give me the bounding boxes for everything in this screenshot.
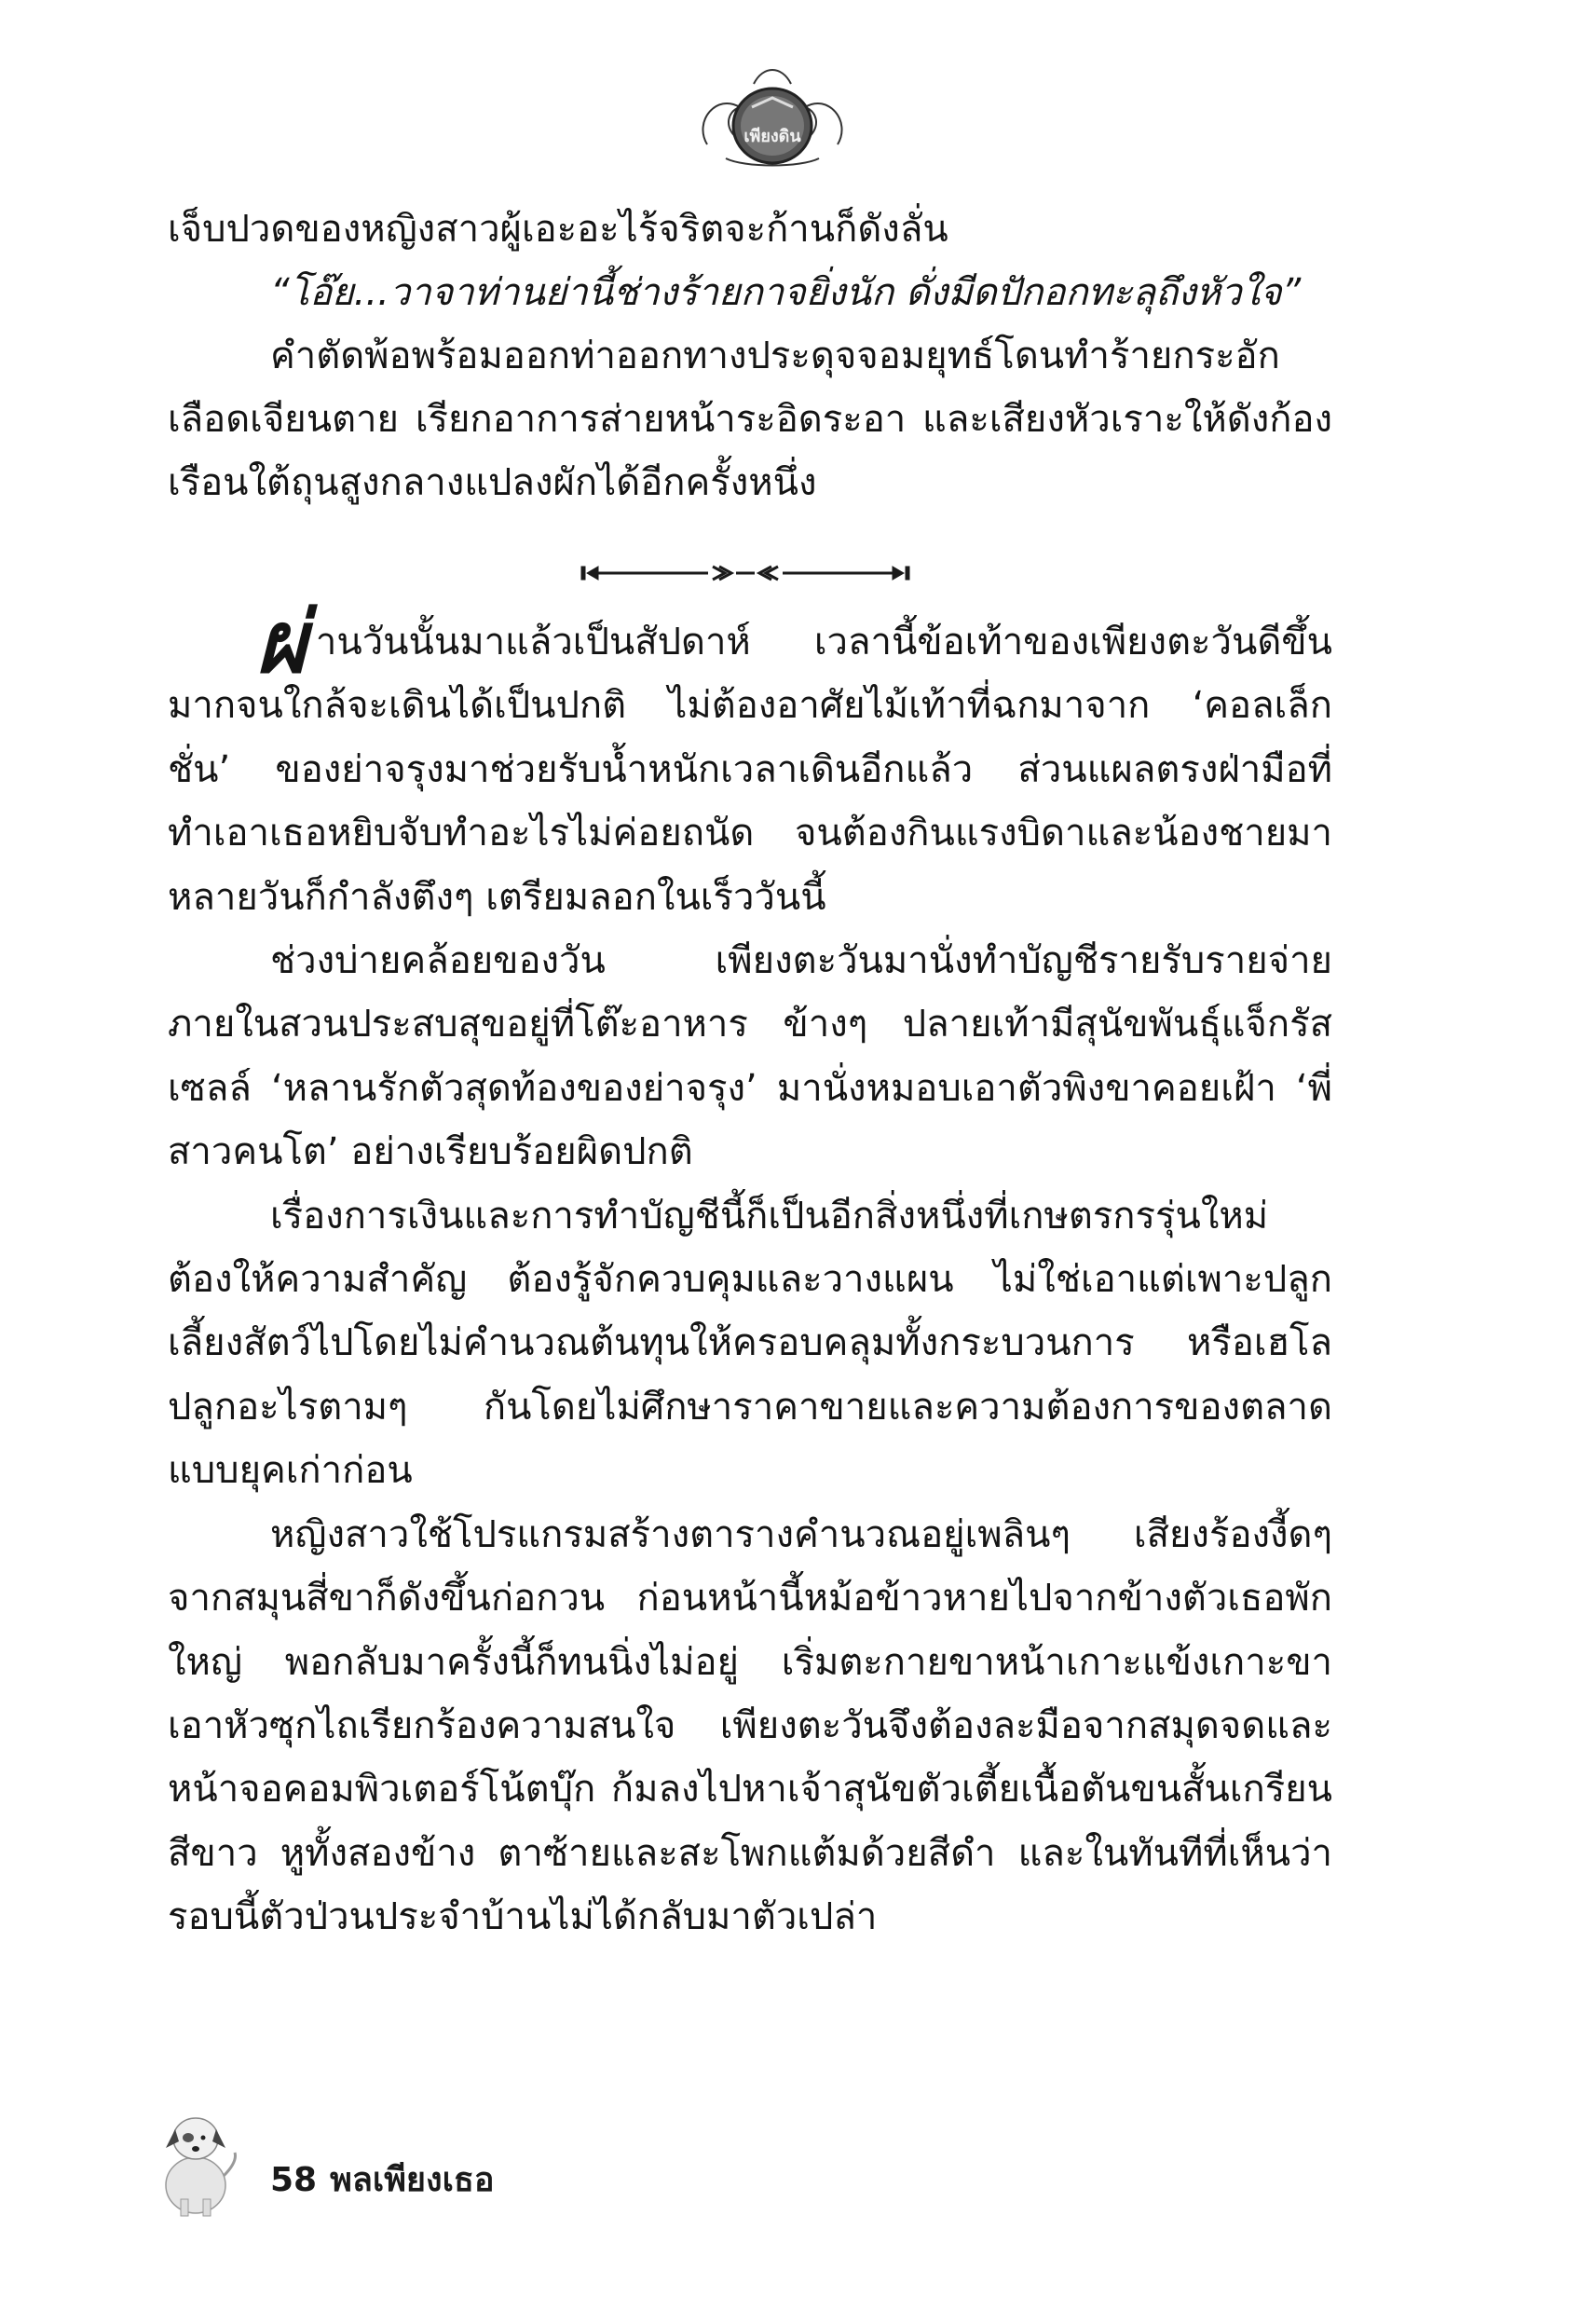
paragraph: หญิงสาวใช้โปรแกรมสร้างตารางคำนวณอยู่เพลินๆ เสียงร้องงี้ดๆ จากสมุนสี่ขาก็ดังขึ้นก่อกวน ก่อนหน้านี้หม้อข้าวหายไปจากข้างตัวเธอพักใหญ่ พอกลับมาครั้งนี้ก็ทนนิ่งไม่อยู่ เริ่มตะกายขาหน้าเกาะแข้งเกาะขา เอาหัวซุกไถเรียกร้องความสนใจ เพียงตะวันจึงต้องละมือจากสมุดจดและหน้าจอคอมพิวเตอร์โน้ตบุ๊ก ก้มลงไปหาเจ้าสุนัขตัวเตี้ยเนื้อตันขนสั้นเกรียนสีขาว หูทั้งสองข้าง ตาซ้ายและสะโพกแต้มด้วยสีดำ และในทันทีที่เห็นว่ารอบนี้ตัวป่วนประจำบ้านไม่ได้กลับมาตัวเปล่า	[168, 1512, 1332, 1939]
section-2	[168, 592, 1332, 1949]
drop-cap: ผ่	[256, 592, 307, 692]
section-divider	[578, 559, 913, 587]
paragraph: ช่วงบ่ายคล้อยของวัน เพียงตะวันมานั่งทำบัญชีรายรับรายจ่ายภายในสวนประสบสุขอยู่ที่โต๊ะอาหาร ข้างๆ ปลายเท้ามีสุนัขพันธุ์แจ็กรัสเซลล์ ‘หลานรักตัวสุดท้องของย่าจรุง’ มานั่งหมอบเอาตัวพิงขาคอยเฝ้า ‘พี่สาวคนโต’ อย่างเรียบร้อยผิดปกติ	[168, 939, 1332, 1174]
page-footer	[270, 2153, 508, 2206]
quote-paragraph: “โอ๊ย...วาจาท่านย่านี้ช่างร้ายกาจยิ่งนัก ดั่งมีดปักอกทะลุถึงหัวใจ”	[270, 271, 1302, 314]
ornament-label: เพียงดิน	[743, 127, 801, 146]
dropcap-paragraph	[168, 592, 1332, 929]
paragraph-continuation: เจ็บปวดของหญิงสาวผู้เอะอะไร้จริตจะก้านก็ดังลั่น	[168, 208, 948, 251]
section-1	[168, 198, 1332, 514]
paragraph: เรื่องการเงินและการทำบัญชีนี้ก็เป็นอีกสิ่งหนึ่งที่เกษตรกรรุ่นใหม่ต้องให้ความสำคัญ ต้องรู้จักควบคุมและวางแผน ไม่ใช่เอาแต่เพาะปลูกเลี้ยงสัตว์ไปโดยไม่คำนวณต้นทุนให้ครอบคลุมทั้งกระบวนการ หรือเฮโลปลูกอะไรตามๆ กันโดยไม่ศึกษาราคาขายและความต้องการของตลาดแบบยุคเก่าก่อน	[168, 1194, 1332, 1493]
header-ornament	[689, 56, 856, 177]
paragraph: คำตัดพ้อพร้อมออกท่าออกทางประดุจจอมยุทธ์โดนทำร้ายกระอักเลือดเจียนตาย เรียกอาการส่ายหน้าระอิดระอา และเสียงหัวเราะให้ดังก้องเรือนใต้ถุนสูงกลางแปลงผักได้อีกครั้งหนึ่ง	[168, 335, 1332, 504]
book-title: พลเพียงเธอ	[330, 2161, 495, 2199]
page-number: 58	[270, 2161, 318, 2199]
paragraph-text: านวันนั้นมาแล้วเป็นสัปดาห์ เวลานี้ข้อเท้าของเพียงตะวันดีขึ้นมากจนใกล้จะเดินได้เป็นปกติ ไม่ต้องอาศัยไม้เท้าที่ฉกมาจาก ‘คอลเล็กชั่น’ ของย่าจรุงมาช่วยรับน้ำหนักเวลาเดินอีกแล้ว ส่วนแผลตรงฝ่ามือที่ทำเอาเธอหยิบจับทำอะไรไม่ค่อยถนัด จนต้องกินแรงบิดาและน้องชายมาหลายวันก็กำลังตึงๆ เตรียมลอกในเร็ววันนี้	[168, 621, 1332, 919]
dog-illustration	[149, 2097, 242, 2218]
